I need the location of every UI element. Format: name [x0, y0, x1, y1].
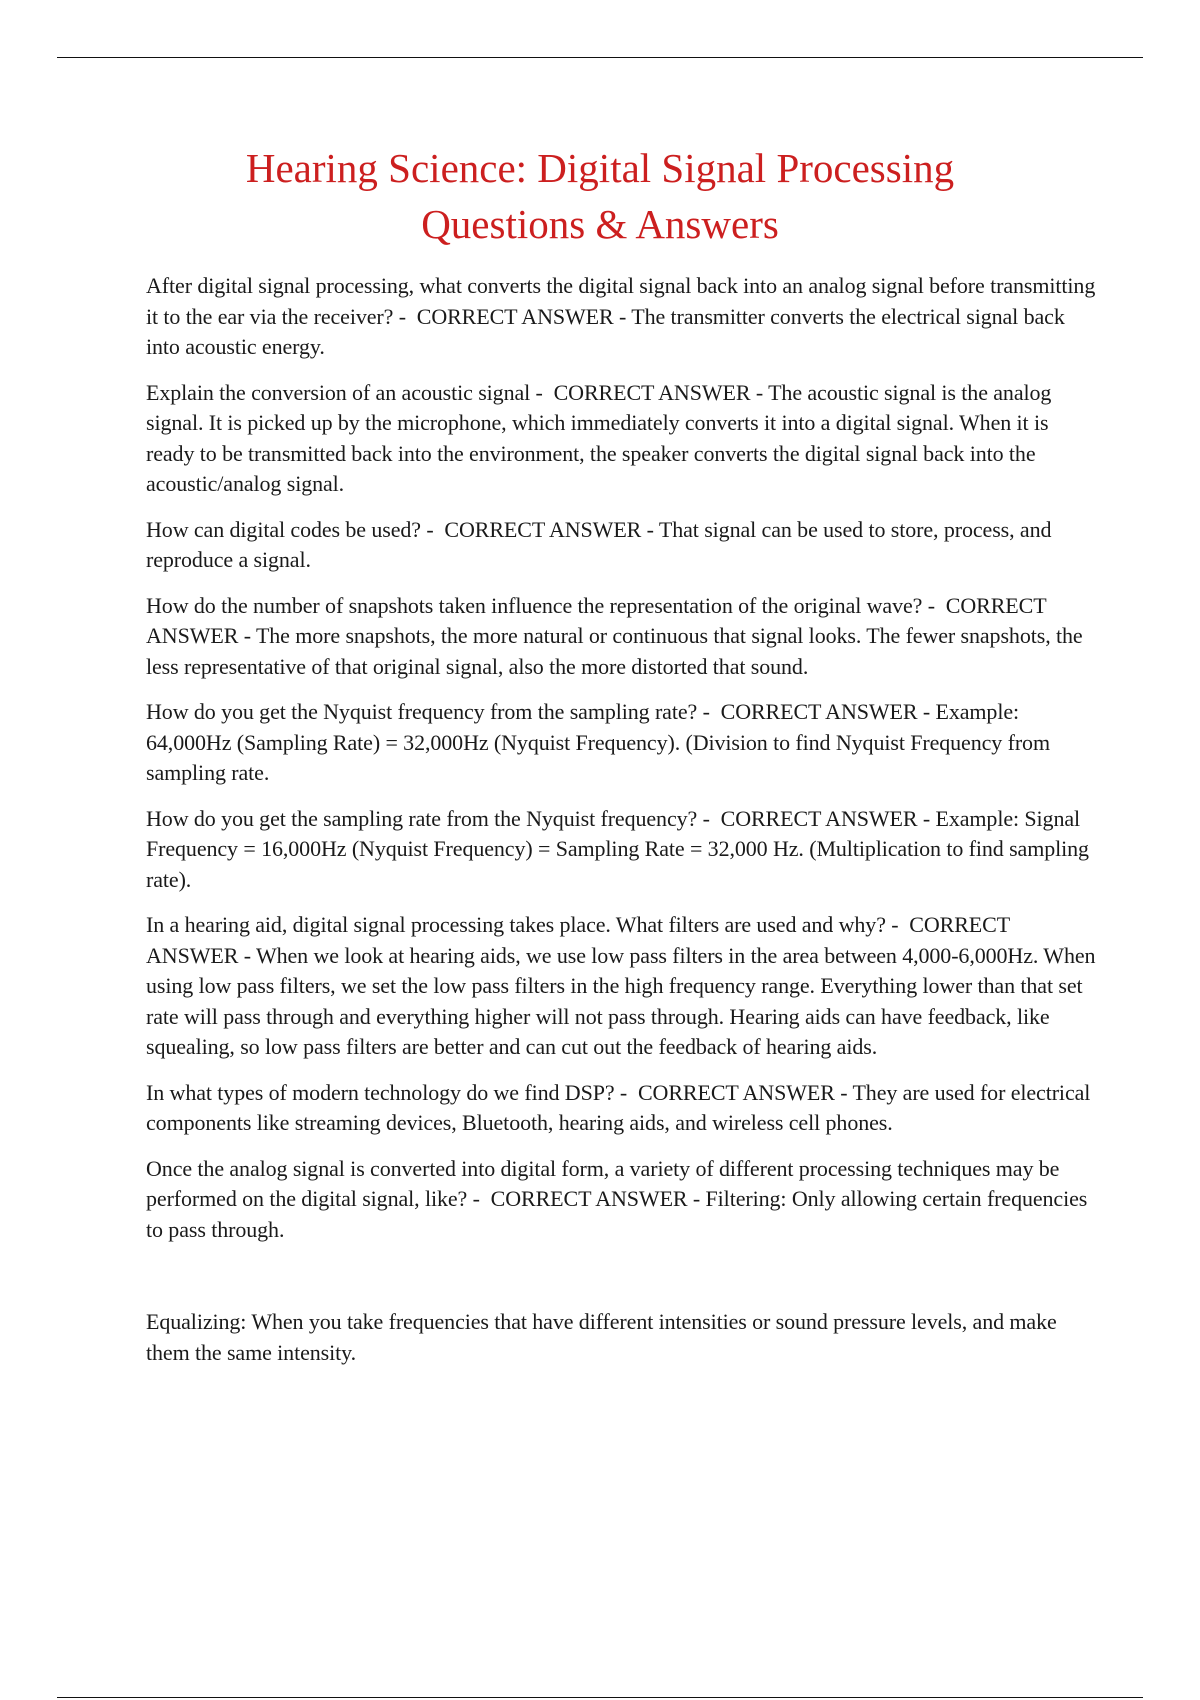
question-text: How do you get the sampling rate from the Nyquist frequency? - — [146, 806, 715, 831]
answer-marker: CORRECT ANSWER - — [721, 806, 936, 831]
answer-marker: CORRECT ANSWER - — [417, 304, 631, 329]
top-rule — [57, 57, 1143, 58]
qa-item — [146, 378, 1096, 500]
answer-text: Filtering: Only allowing certain frequencies to pass through. — [146, 1186, 1088, 1242]
qa-item — [146, 804, 1096, 896]
answer-text: When we look at hearing aids, we use low pass filters in the area between 4,000-6,000Hz. When using low pass filters, we set the low pass filters in the high frequency range. Everything lower than that set rate will pass through and everything higher will not pass through. Hearing aids can have feedback, like squealing, so low pass filters are better and can cut out the feedback of hearing aids. — [146, 942, 1096, 1059]
question-text: After digital signal processing, what converts the digital signal back into an analog signal before transmitting it to the ear via the receiver? - — [146, 273, 1095, 329]
answer-marker: CORRECT ANSWER - — [146, 912, 1010, 968]
answer-text: The transmitter converts the electrical signal back into acoustic energy. — [146, 303, 1065, 359]
qa-item — [146, 515, 1096, 576]
qa-item — [146, 591, 1096, 683]
question-text: In a hearing aid, digital signal processing takes place. What filters are used and why? - — [146, 912, 904, 937]
answer-text: They are used for electrical components like streaming devices, Bluetooth, hearing aids, and wireless cell phones. — [146, 1079, 1091, 1135]
answer-text: That signal can be used to store, process, and reproduce a signal. — [146, 516, 1052, 572]
qa-item — [146, 1078, 1096, 1139]
answer-marker: CORRECT ANSWER - — [444, 517, 658, 542]
answer-text: The acoustic signal is the analog signal. It is picked up by the microphone, which immediately converts it into a digital signal. When it is ready to be transmitted back into the environment, the speaker converts the digital signal back into the acoustic/analog signal. — [146, 379, 1052, 496]
answer-continuation: Equalizing: When you take frequencies that have different intensities or sound pressure levels, and make them the same intensity. — [146, 1309, 1057, 1365]
answer-marker: CORRECT ANSWER - — [638, 1080, 852, 1105]
answer-marker: CORRECT ANSWER - — [554, 380, 768, 405]
question-text: How do you get the Nyquist frequency from the sampling rate? - — [146, 699, 715, 724]
question-text: Once the analog signal is converted into digital form, a variety of different processing techniques may be performed on the digital signal, like? - — [146, 1156, 1059, 1212]
qa-item — [146, 910, 1096, 1063]
title-line-1: Hearing Science: Digital Signal Processing — [245, 145, 955, 191]
question-text: How do the number of snapshots taken influence the representation of the original wave? - — [146, 593, 940, 618]
answer-marker: CORRECT ANSWER - — [721, 699, 936, 724]
answer-marker: CORRECT ANSWER - — [146, 593, 1046, 649]
answer-text: The more snapshots, the more natural or continuous that signal looks. The fewer snapshots, the less representative of that original signal, also the more distorted that sound. — [146, 623, 1083, 679]
qa-item — [146, 1154, 1096, 1246]
qa-item — [146, 697, 1096, 789]
title-line-2: Questions & Answers — [421, 201, 779, 247]
qa-list — [146, 271, 1096, 1383]
qa-item — [146, 271, 1096, 363]
question-text: In what types of modern technology do we find DSP? - — [146, 1080, 633, 1105]
answer-text: Example: 64,000Hz (Sampling Rate) = 32,000Hz (Nyquist Frequency). (Division to find Nyquist Frequency from sampling rate. — [146, 699, 1050, 785]
answer-marker: CORRECT ANSWER - — [491, 1186, 706, 1211]
page-title — [120, 140, 1080, 252]
bottom-rule — [57, 1697, 1143, 1698]
answer-text: Example: Signal Frequency = 16,000Hz (Nyquist Frequency) = Sampling Rate = 32,000 Hz. (Multiplication to find sampling rate). — [146, 805, 1089, 892]
question-text: Explain the conversion of an acoustic signal - — [146, 380, 548, 405]
question-text: How can digital codes be used? - — [146, 517, 439, 542]
